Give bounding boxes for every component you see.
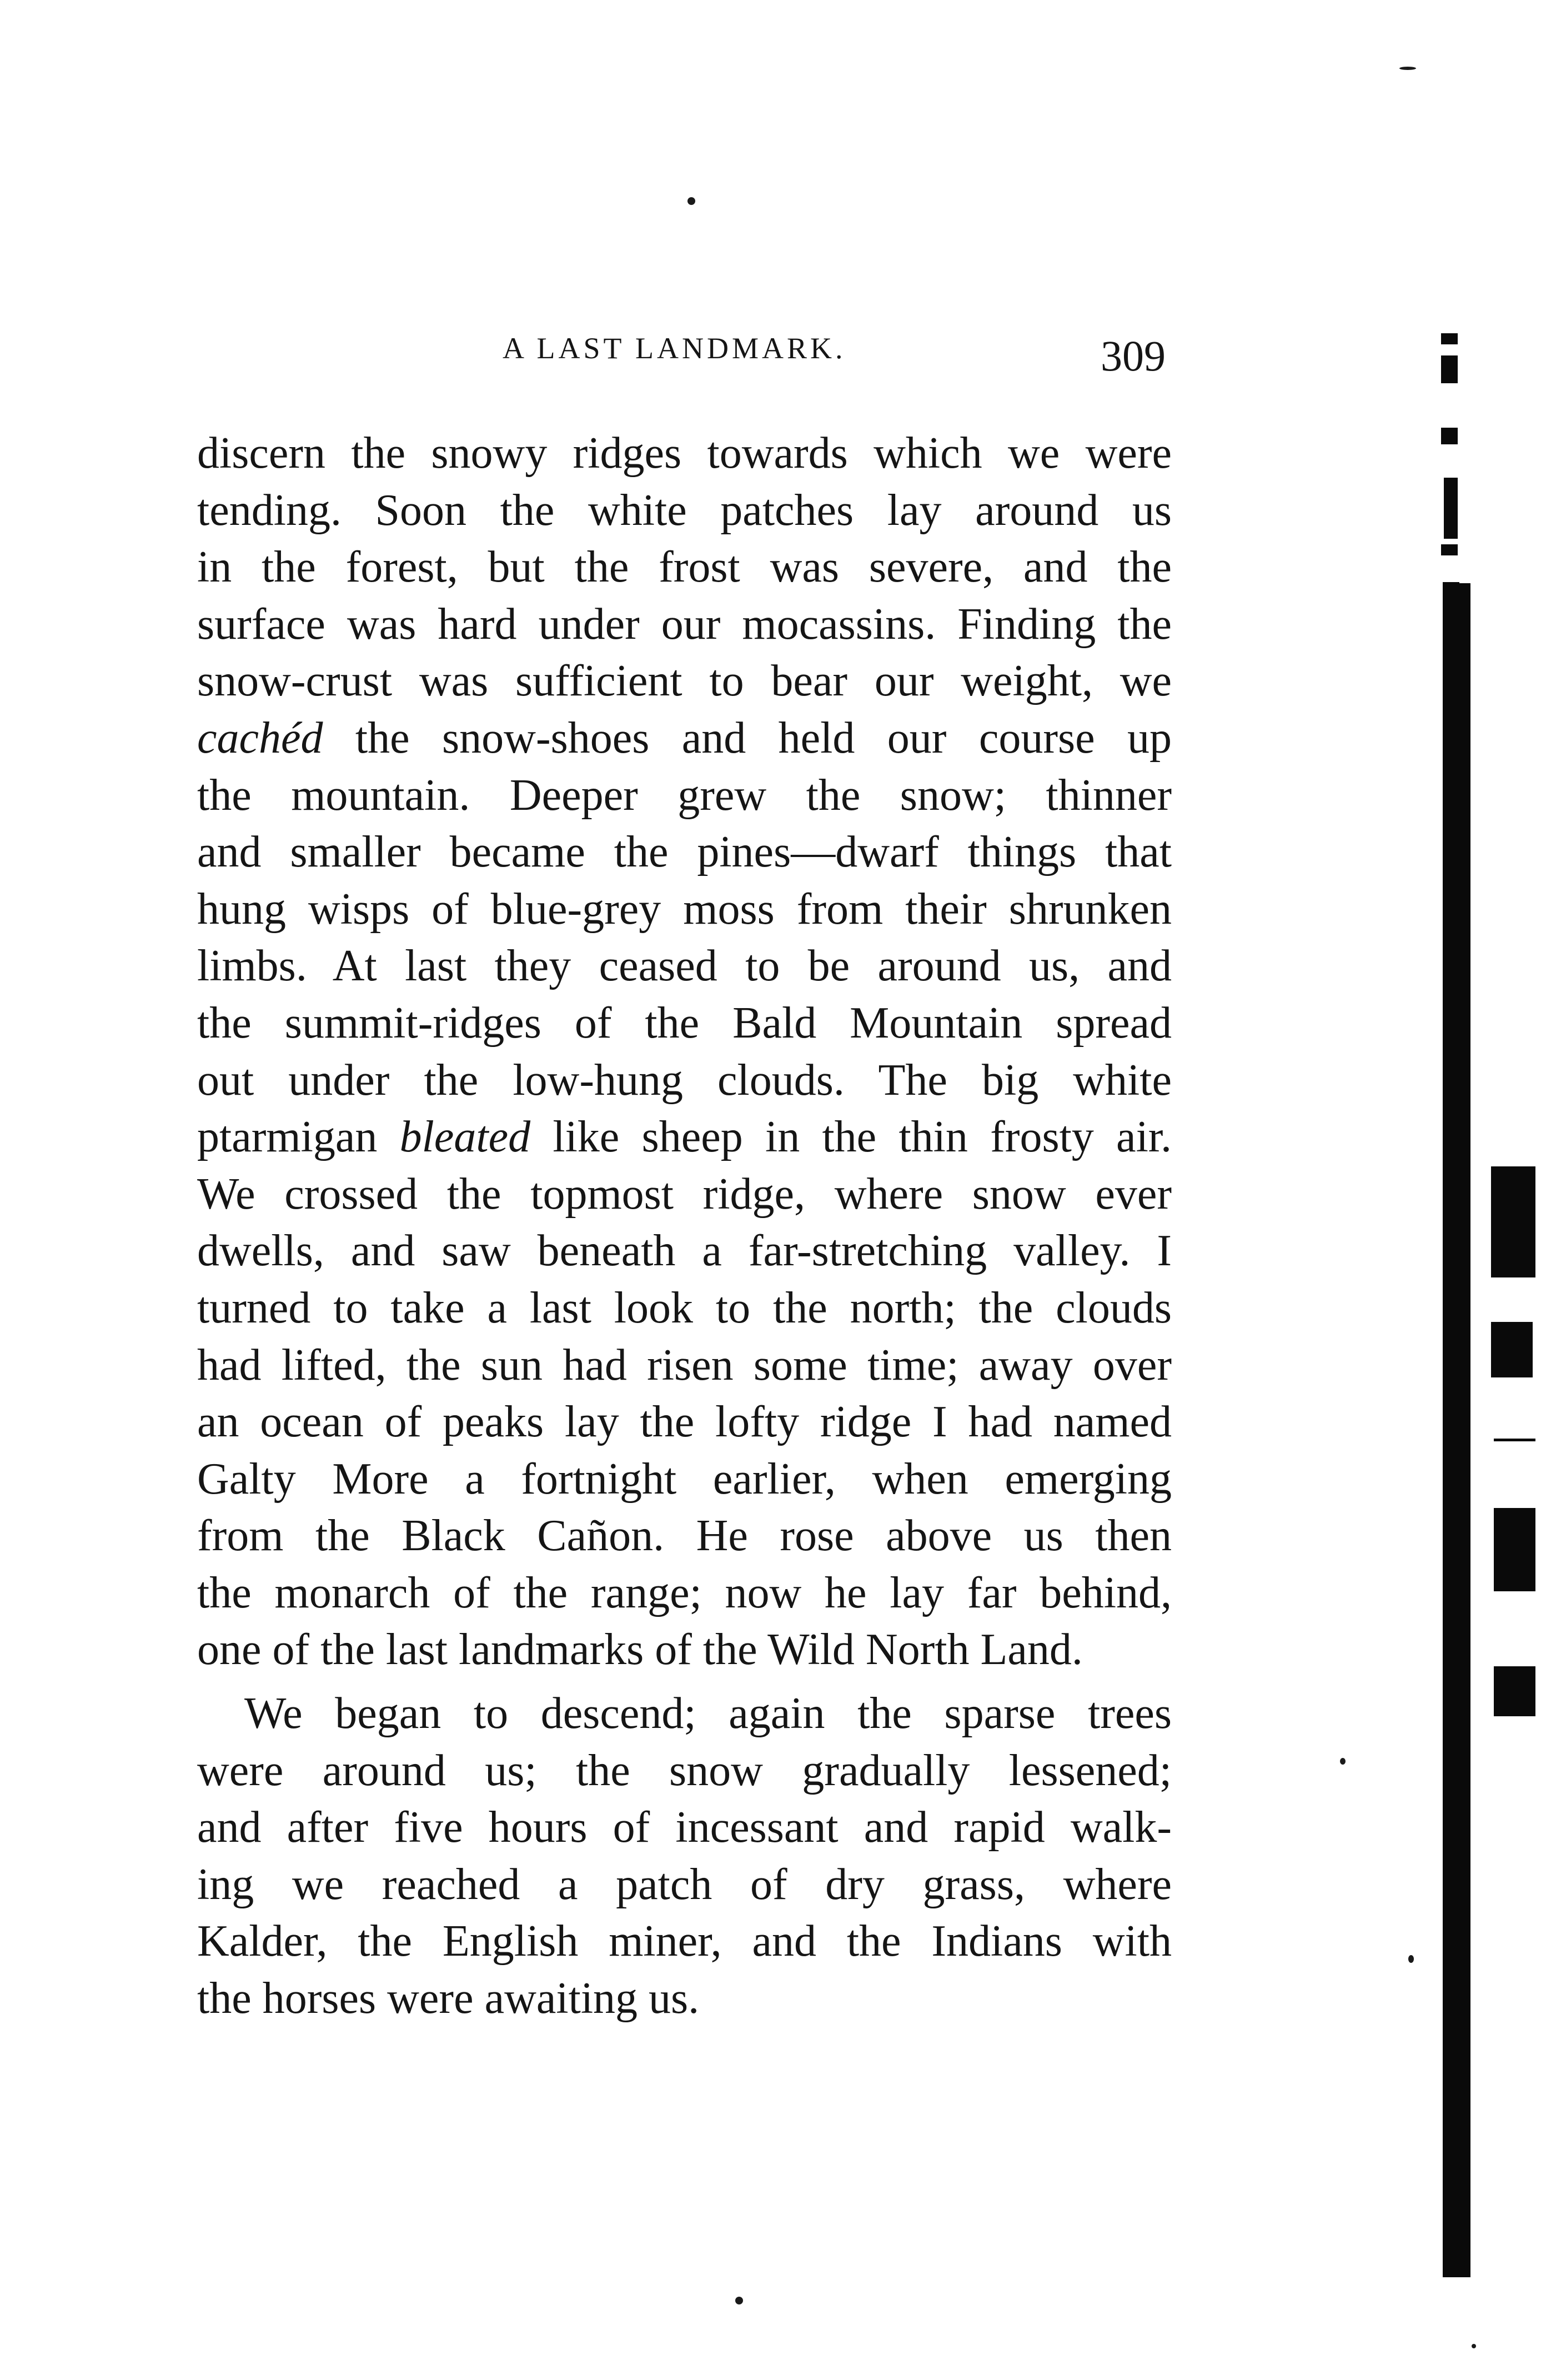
text-line: had lifted, the sun had risen some time; away over xyxy=(197,1340,1172,1390)
scan-mark xyxy=(1441,428,1458,444)
running-title: A LAST LANDMARK. xyxy=(503,332,846,365)
text-line: snow-crust was sufficient to bear our weight, we xyxy=(197,657,1172,706)
scan-mark xyxy=(1443,582,1459,585)
binding-edge-shadow xyxy=(1443,583,1470,2277)
scan-mark xyxy=(1441,355,1458,383)
text-line: and smaller became the pines—dwarf things that xyxy=(197,828,1172,877)
text-line: tending. Soon the white patches lay around us xyxy=(197,485,1172,535)
text-line: hung wisps of blue-grey moss from their shrunken xyxy=(197,884,1172,934)
text-line: We began to descend; again the sparse trees xyxy=(244,1689,1172,1738)
text-line: one of the last landmarks of the Wild North Land. xyxy=(197,1625,1083,1675)
text-line: discern the snowy ridges towards which we were xyxy=(197,429,1172,478)
text-line: ing we reached a patch of dry grass, where xyxy=(197,1860,1172,1909)
scan-mark xyxy=(1494,1508,1535,1591)
text-line xyxy=(197,710,1172,767)
text-line: out under the low-hung clouds. The big white xyxy=(197,1055,1172,1105)
text-line: turned to take a last look to the north; the clouds xyxy=(197,1283,1172,1332)
page-number: 309 xyxy=(1101,332,1166,380)
text-fragment: the snow-shoes and held our course up xyxy=(355,713,1172,763)
scan-speck xyxy=(1472,2344,1476,2348)
text-line: limbs. At last they ceased to be around us, and xyxy=(197,941,1172,991)
text-line xyxy=(197,1109,1172,1166)
scan-mark xyxy=(1491,1166,1535,1277)
scan-speck xyxy=(1399,67,1416,70)
italic-word: cachéd xyxy=(197,713,323,763)
paragraph-gap xyxy=(197,1678,1172,1685)
scan-mark xyxy=(1494,1439,1535,1441)
scan-speck xyxy=(1408,1955,1414,1963)
text-line: surface was hard under our mocassins. Finding the xyxy=(197,599,1172,649)
text-line: dwells, and saw beneath a far-stretching valley. I xyxy=(197,1226,1172,1276)
text-line: Galty More a fortnight earlier, when emerging xyxy=(197,1454,1172,1504)
italic-word: bleated xyxy=(399,1113,531,1162)
scan-speck xyxy=(1340,1758,1346,1765)
text-line: were around us; the snow gradually lessened; xyxy=(197,1746,1172,1795)
text-line: the summit-ridges of the Bald Mountain spread xyxy=(197,998,1172,1048)
scan-mark xyxy=(1491,1322,1533,1377)
text-fragment: like sheep in the thin frosty air. xyxy=(553,1113,1172,1162)
body-text xyxy=(197,425,1172,2027)
scan-mark xyxy=(1494,1666,1535,1716)
text-line: We crossed the topmost ridge, where snow ever xyxy=(197,1169,1172,1219)
text-line: the monarch of the range; now he lay far behind, xyxy=(197,1568,1172,1617)
scan-speck xyxy=(735,2297,743,2304)
scan-speck xyxy=(687,197,695,205)
text-line: the mountain. Deeper grew the snow; thinner xyxy=(197,770,1172,820)
scan-mark xyxy=(1441,544,1458,555)
text-line: the horses were awaiting us. xyxy=(197,1974,700,2023)
text-line: an ocean of peaks lay the lofty ridge I had named xyxy=(197,1397,1172,1447)
scan-mark xyxy=(1441,333,1458,344)
text-line: and after five hours of incessant and rapid walk- xyxy=(197,1803,1172,1852)
text-line: from the Black Cañon. He rose above us then xyxy=(197,1511,1172,1561)
scan-mark xyxy=(1444,478,1458,539)
text-line: Kalder, the English miner, and the Indians with xyxy=(197,1917,1172,1966)
text-fragment: ptarmigan xyxy=(197,1113,378,1162)
text-line: in the forest, but the frost was severe, and the xyxy=(197,543,1172,592)
